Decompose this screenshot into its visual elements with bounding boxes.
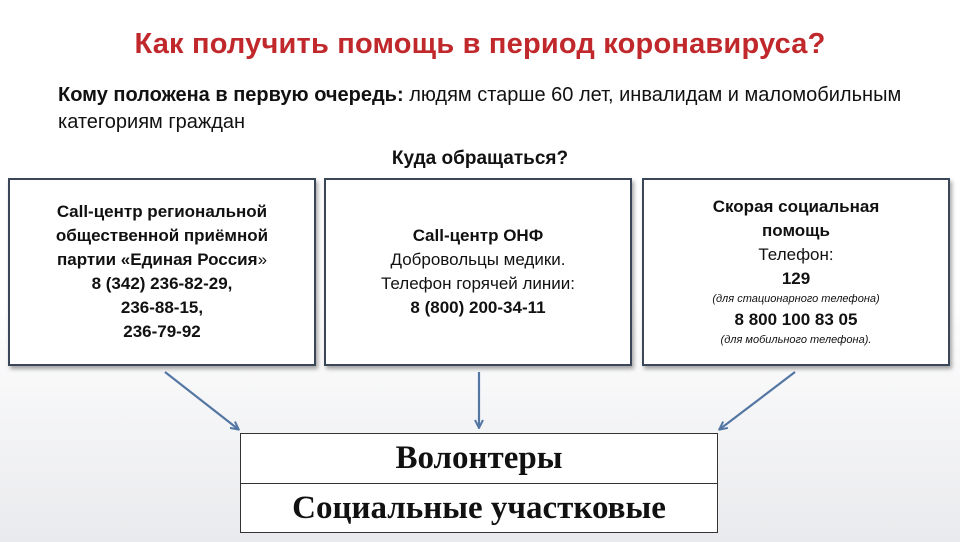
arrow-left [165,372,238,429]
where-heading: Куда обращаться? [391,148,569,169]
box-1-phone-2: 236-88-15, [120,298,204,317]
box-1-line-2: общественной приёмной [55,226,269,245]
box-3-line-2: помощь [762,221,830,240]
arrow-right [720,372,795,429]
box-1-line-3b: » [257,250,268,269]
social-workers-label: Социальные участковые [292,490,666,526]
volunteers-box [240,433,718,533]
box-3-phone-2: 8 800 100 83 05 [734,310,858,329]
box-3-phone-1: 129 [781,269,811,288]
box-3-phone-1-note: (для стационарного телефона) [712,293,880,305]
eligibility-description: людям старше 60 лет, инвалидам и маломобильным категориям граждан [58,84,902,133]
box-3-phone-label: Телефон: [758,245,834,264]
box-2-phone: 8 (800) 200-34-11 [410,298,546,317]
box-2-line-3: Телефон горячей линии: [380,274,576,293]
box-3-phone-2-note: (для мобильного телефона). [720,334,872,346]
volunteers-label: Волонтеры [241,434,717,484]
box-1-line-1: Call-центр региональной [56,202,268,221]
box-1-phone-1: 8 (342) 236-82-29, [91,274,233,293]
box-1-line-3a: партии «Единая Россия [56,250,258,269]
page-title: Как получить помощь в период коронавируса? [134,28,826,60]
box-2-line-1: Call-центр ОНФ [412,226,544,245]
eligibility-label: Кому положена в первую очередь: [58,84,404,106]
box-2-line-2: Добровольцы медики. [390,250,566,269]
box-3-line-1: Скорая социальная [712,197,880,216]
box-1-phone-3: 236-79-92 [123,322,201,341]
